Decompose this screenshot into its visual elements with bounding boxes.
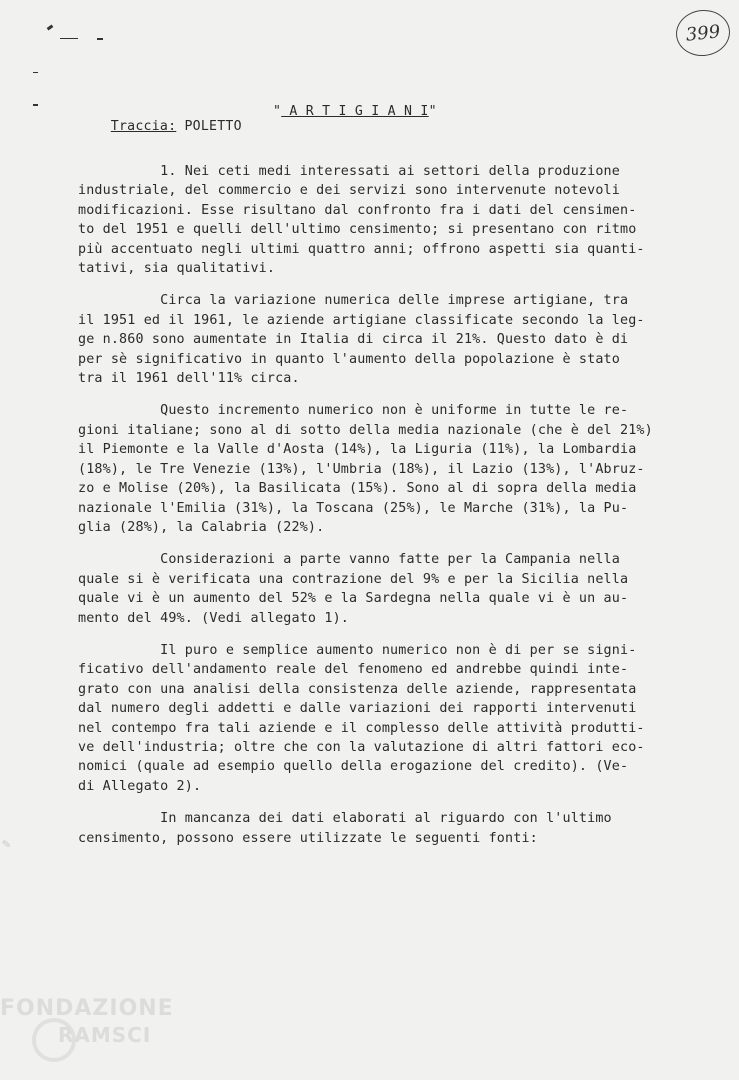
paragraph: Il puro e semplice aumento numerico non è di per se signi- ficativo dell'andamento reale del fenomeno ed andrebbe quindi inte- grato con una analisi della consistenza delle aziende, rappresentata dal numero degli addetti e dalle variazioni dei rapporti intervenuti nel contempo fra tali aziende e il complesso delle attività produtti- ve dell'industria; oltre che con la valutazione di altri fattori eco- nomici (quale ad esempio quello della erogazione del credito). (Ve- di Allegato 2). [78,642,645,794]
corner-mark [47,25,54,31]
header-label: Traccia: [110,119,177,134]
paragraph: Questo incremento numerico non è uniforme in tutte le re- gioni italiane; sono al di sotto della media nazionale (che è del 21%) il Piemonte e la Valle d'Aosta (14%), la Liguria (11%), la Lombardia (18%), le Tre Venezie (13%), l'Umbria (18%), il Lazio (13%), l'Abruz- zo e Molise (20%), la Basilicata (15%). Sono al di sopra della media nazionale l'Emilia (31%), la Toscana (25%), le Marche (31%), la Pu- glia (28%), la Calabria (22%). [78,403,653,535]
document-body [78,162,678,861]
corner-mark [60,38,78,39]
document-header [78,104,437,164]
faint-margin-note: ✎ [1,837,13,852]
corner-mark [33,104,38,106]
paragraph: Circa la variazione numerica delle imprese artigiane, tra il 1951 ed il 1961, le aziende artigiane classificate secondo la leg- ge n.860 sono aumentate in Italia di circa il 21%. Questo dato è di per sè significativo in quanto l'aumento della popolazione è stato tra il 1961 dell'11% circa. [78,293,645,387]
corner-mark [33,72,38,73]
paragraph: 1. Nei ceti medi interessati ai settori della produzione industriale, del commercio e dei servizi sono intervenute notevoli modificazioni. Esse risultano dal confronto fra i dati del censimen- to del 1951 e quelli dell'ultimo censimento; si presentano con ritmo più accentuato negli ultimi quattro anni; offrono aspetti sia quanti- tativi, sia qualitativi. [78,164,645,277]
paragraph: Considerazioni a parte vanno fatte per la Campania nella quale si è verificata una contrazione del 9% e per la Sicilia nella quale vi è un aumento del 52% e la Sardegna nella quale vi è un au- mento del 49%. (Vedi allegato 1). [78,552,629,626]
paragraph: In mancanza dei dati elaborati al riguardo con l'ultimo censimento, possono essere utilizzate le seguenti fonti: [78,811,612,846]
archive-watermark: FONDAZIONE RAMSCI [0,996,174,1047]
archive-page-number-stamp: 399 [674,7,733,58]
corner-mark [97,38,103,40]
header-author: POLETTO [176,119,242,134]
document-title: " A R T I G I A N I" [273,104,437,119]
